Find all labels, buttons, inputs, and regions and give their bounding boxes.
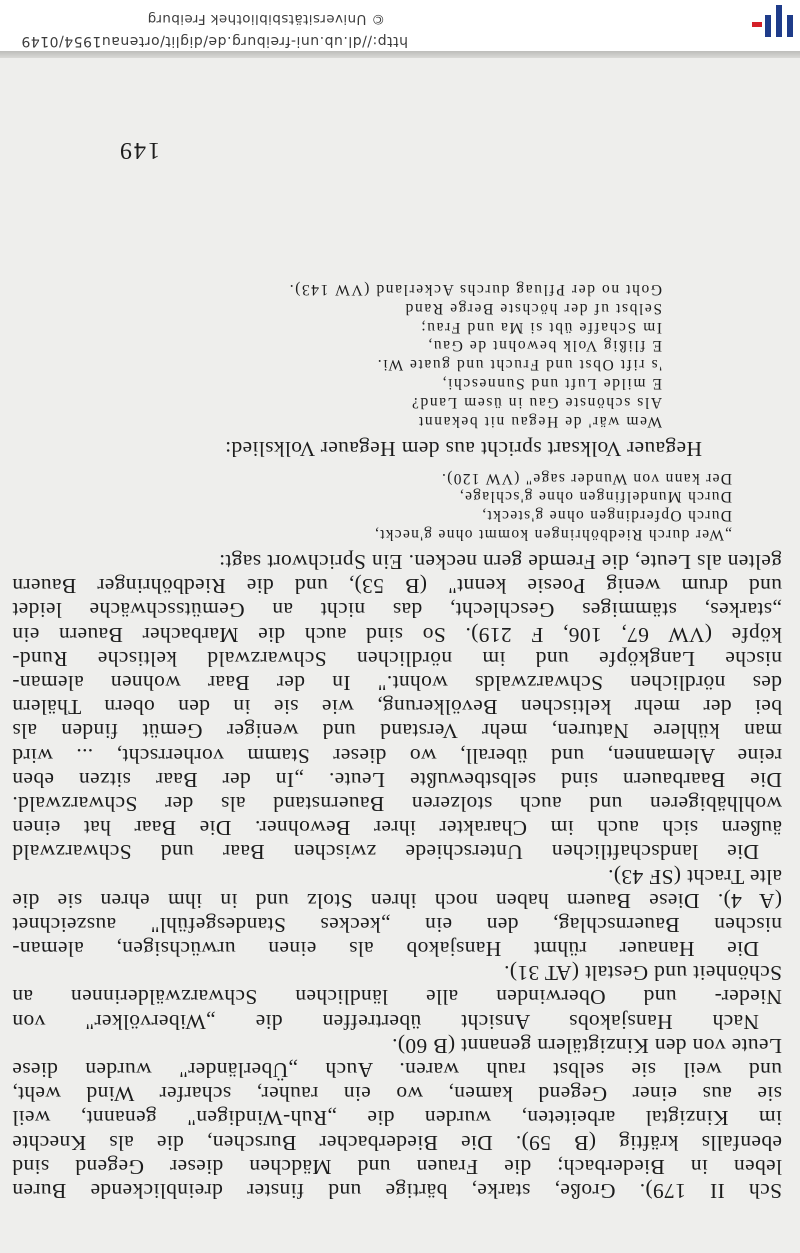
verse-line: E flißig Volk bewohnt de Gau, — [426, 337, 662, 355]
paragraph — [12, 961, 782, 1034]
text-line: im Kinzigtal arbeiteten, wurden die „Ruh-Windigen" genannt, weil — [12, 1106, 782, 1131]
text-line: Nieder- und Oberwinden alle ländlichen Schwarzwälderinnen an — [12, 985, 782, 1010]
text-line: Sch II 179). Große, starke, bärtige und finster dreinblickende Buren — [12, 1179, 782, 1203]
verse-line: Goht no der Pfluag durchs Ackerland (VW 143). — [288, 280, 662, 298]
verse-line: Wem wär' de Hegau nit bekannt — [417, 412, 662, 430]
verse-line: Im Schaffe übt si Ma und Frau; — [419, 318, 662, 336]
text-line: gelten als Leute, die Fremde gern necken. Ein Sprichwort sagt: — [218, 550, 782, 575]
text-line: „starkes, stämmiges Geschlecht, das nicht an Gemütsschwäche leidet — [12, 598, 782, 623]
text-line: ebenfalls kräftig (B 59). Die Biederbacher Burschen, die als Knechte — [12, 1130, 782, 1155]
text-line: und drum wenig Poesie kennt" (B 53), und die Riedböhringer Bauern — [12, 574, 782, 599]
text-line: köpfe (VW 67, 106, F 219). So sind auch die Marbacher Bauern ein — [12, 622, 782, 647]
text-line: alte Tracht (SF 43). — [607, 864, 782, 889]
verse-line: Selbst uf der höchste Berge Rand — [404, 299, 662, 317]
verse-line: Durch Opferdingen ohne g'steckt, — [481, 507, 732, 525]
text-line: leben in Biederbach; die Frauen und Mädchen dieser Gegend sind — [12, 1154, 782, 1179]
text-line: und weil sie selbst rauh waren. Auch „Überländer" wurden diese — [12, 1058, 782, 1083]
folk-song-verse — [12, 279, 782, 429]
text-line: (A 4). Diese Bauern haben noch ihren Stolz und in ihm ehren sie die — [12, 888, 782, 913]
verse-line: Durch Mundelfingen ohne g'schlage, — [458, 488, 732, 506]
song-intro-line: Hegauer Volksart spricht aus dem Hegauer Volkslied: — [224, 436, 702, 461]
verse-line: „Wer durch Riedböhringen kommt ohne g'neckt, — [373, 525, 732, 543]
text-line: sie aus einer Gegend kamen, wo ein rauher, scharfer Wind weht, — [12, 1082, 782, 1107]
text-line: äußern sich auch im Charakter ihrer Bewohner. Die Baar hat einen — [12, 816, 782, 841]
text-line: man kühlere Naturen, mehr Verstand und weniger Gemüt finden als — [12, 719, 782, 744]
verse-line: 's rift Obst und Frucht und guate Wi. — [376, 356, 662, 374]
text-line: des nördlichen Schwarzwalds wohnt." In der Baar wohnen aleman- — [12, 671, 782, 696]
text-line: nische Langköpfe und im nördlichen Schwarzwald keltische Rund- — [12, 646, 782, 671]
text-line: Leute von den Kinzigtälern genannt (B 60). — [391, 1033, 782, 1058]
copyright-notice: © Universitätsbibliothek Freiburg — [147, 11, 385, 27]
text-line: Schönheit und Gestalt (AT 31). — [503, 961, 782, 986]
page-edge-shadow — [0, 51, 800, 58]
text-line: nischen Bauernschlag, den ein „keckes Standesgefühl" auszeichnet — [12, 912, 782, 937]
verse-line: Als schönste Gau in üsem Land? — [410, 393, 662, 411]
text-line: Die Hanauer rühmt Hansjakob als einen urwüchsigen, aleman- — [12, 937, 759, 962]
text-line: bei der mehr keltischen Bevölkerung, wie sie in den obern Thälern — [12, 695, 782, 720]
verse-line: E milde Luft und Sunneschi, — [441, 374, 662, 392]
text-line: reine Alemannen, und überall, wo dieser Stamm vorherrscht, ... wird — [12, 743, 782, 768]
text-line: Die Baarbauern sind selbstbewußte Leute. „In der Baar sitzen eben — [12, 767, 782, 792]
page-number: 149 — [118, 137, 160, 163]
text-line: Nach Hansjakobs Ansicht übertreffen die „Wibervölker" von — [12, 1009, 759, 1034]
page-body — [12, 279, 782, 1203]
text-line: Die landschaftlichen Unterschiede zwischen Baar und Schwarzwald — [12, 840, 759, 865]
text-line: wohlhäbigeren und auch stolzeren Bauernstand als der Schwarzwald. — [12, 792, 782, 816]
paragraph — [12, 1034, 782, 1203]
paragraph — [12, 550, 782, 864]
verse-line: Der kann von Wunder sage" (VW 120). — [440, 469, 732, 487]
ub-freiburg-logo-icon — [751, 1, 795, 41]
paragraph — [12, 864, 782, 961]
source-url-link[interactable]: http://dl.ub.uni-freiburg.de/diglit/ortenau1954/0149 — [20, 33, 408, 49]
proverb-verse — [12, 468, 782, 543]
